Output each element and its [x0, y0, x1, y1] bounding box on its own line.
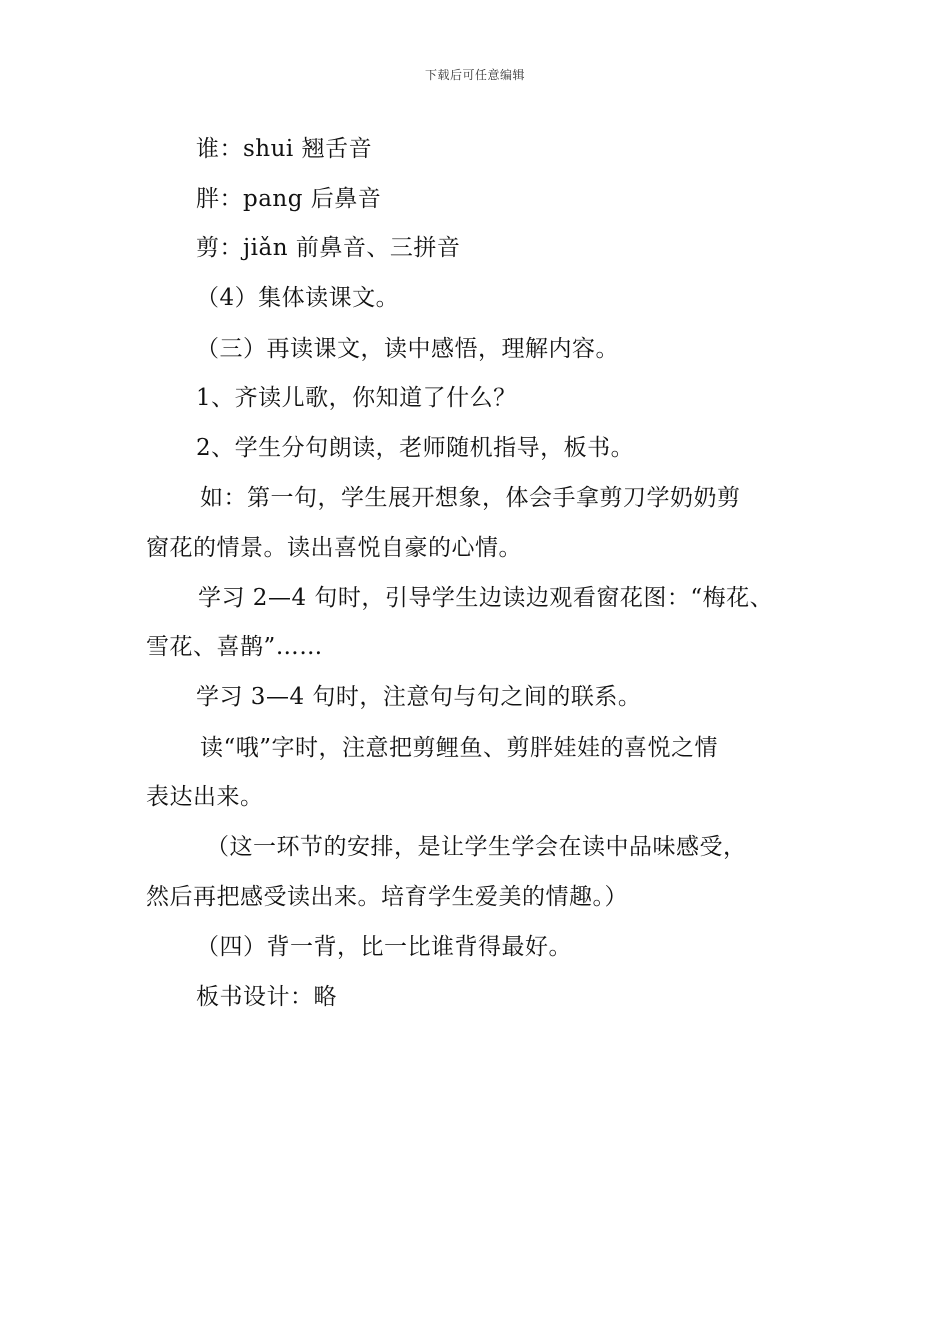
page-header: 下载后可任意编辑	[424, 68, 525, 82]
text-line-2: 胖：pang 后鼻音	[196, 186, 382, 212]
text-line-9: 窗花的情景。读出喜悦自豪的心情。	[146, 535, 522, 561]
text-line-12: 学习 3—4 句时，注意句与句之间的联系。	[196, 684, 642, 710]
text-line-4: （4）集体读课文。	[196, 285, 400, 311]
text-line-18: 板书设计：略	[196, 984, 337, 1010]
text-line-5: （三）再读课文，读中感悟，理解内容。	[196, 336, 619, 362]
text-line-7: 2、学生分句朗读，老师随机指导，板书。	[196, 435, 635, 461]
text-line-15: （这一环节的安排，是让学生学会在读中品味感受，	[206, 834, 747, 860]
text-line-13: 读“哦”字时，注意把剪鲤鱼、剪胖娃娃的喜悦之情	[200, 735, 719, 761]
text-line-1: 谁：shui 翘舌音	[196, 136, 373, 162]
text-line-11: 雪花、喜鹊”……	[146, 634, 323, 660]
text-line-8: 如：第一句，学生展开想象，体会手拿剪刀学奶奶剪	[200, 485, 741, 511]
text-line-17: （四）背一背，比一比谁背得最好。	[196, 934, 572, 960]
text-line-10: 学习 2—4 句时，引导学生边读边观看窗花图：“梅花、	[198, 585, 774, 611]
text-line-16: 然后再把感受读出来。培育学生爱美的情趣。）	[146, 884, 628, 910]
text-line-3: 剪：jiǎn 前鼻音、三拼音	[196, 235, 461, 261]
text-line-6: 1、齐读儿歌，你知道了什么？	[196, 385, 517, 411]
text-line-14: 表达出来。	[146, 784, 264, 810]
